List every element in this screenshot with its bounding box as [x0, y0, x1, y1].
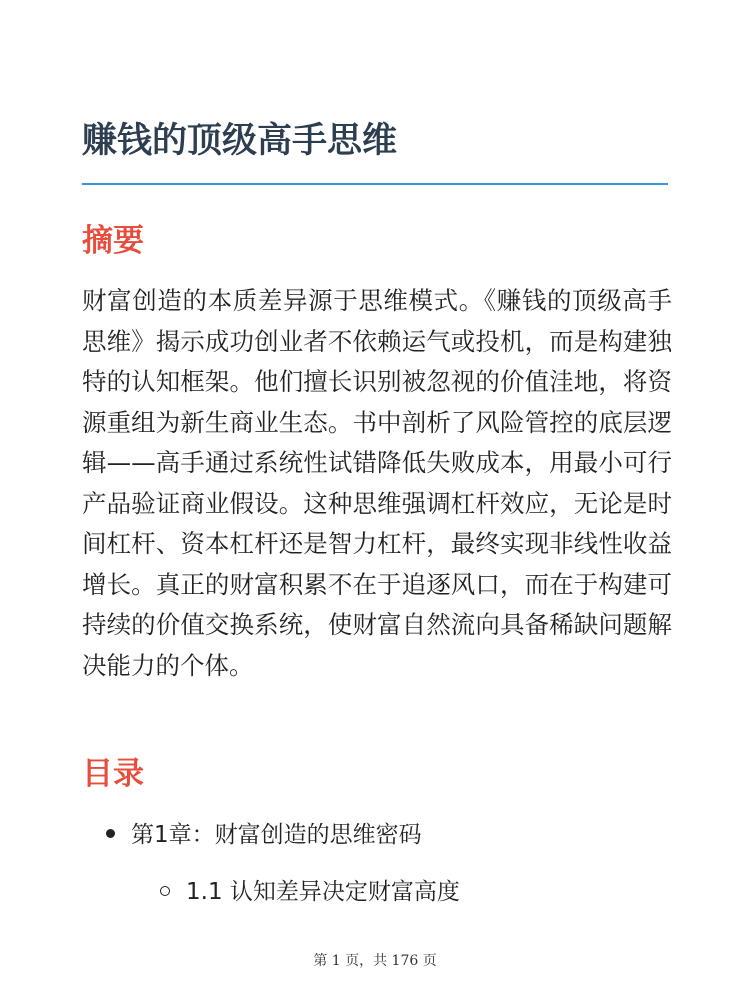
- page-number: 第 1 页，共 176 页: [313, 953, 437, 969]
- abstract-heading: 摘要: [82, 223, 144, 259]
- toc-item-section-1-1[interactable]: [160, 875, 460, 909]
- toc-item-label: 第1章：财富创造的思维密码: [131, 822, 422, 848]
- abstract-paragraph: 财富创造的本质差异源于思维模式。《赚钱的顶级高手思维》揭示成功创业者不依赖运气或投机，而是构建独特的认知框架。他们擅长识别被忽视的价值洼地，将资源重组为新生商业生态。书中剖析了风险管控的底层逻辑——高手通过系统性试错降低失败成本，用最小可行产品验证商业假设。这种思维强调杠杆效应，无论是时间杠杆、资本杠杆还是智力杠杆，最终实现非线性收益增长。真正的财富积累不在于追逐风口，而在于构建可持续的价值交换系统，使财富自然流向具备稀缺问题解决能力的个体。: [82, 286, 672, 680]
- document-title: 赚钱的顶级高手思维: [82, 121, 398, 161]
- bullet-circle-icon: [160, 886, 170, 896]
- title-divider: [82, 183, 668, 185]
- toc-heading: 目录: [82, 756, 144, 792]
- toc-item-chapter-1[interactable]: [106, 818, 422, 852]
- bullet-disc-icon: [106, 829, 115, 838]
- toc-item-label: 1.1 认知差异决定财富高度: [186, 879, 460, 905]
